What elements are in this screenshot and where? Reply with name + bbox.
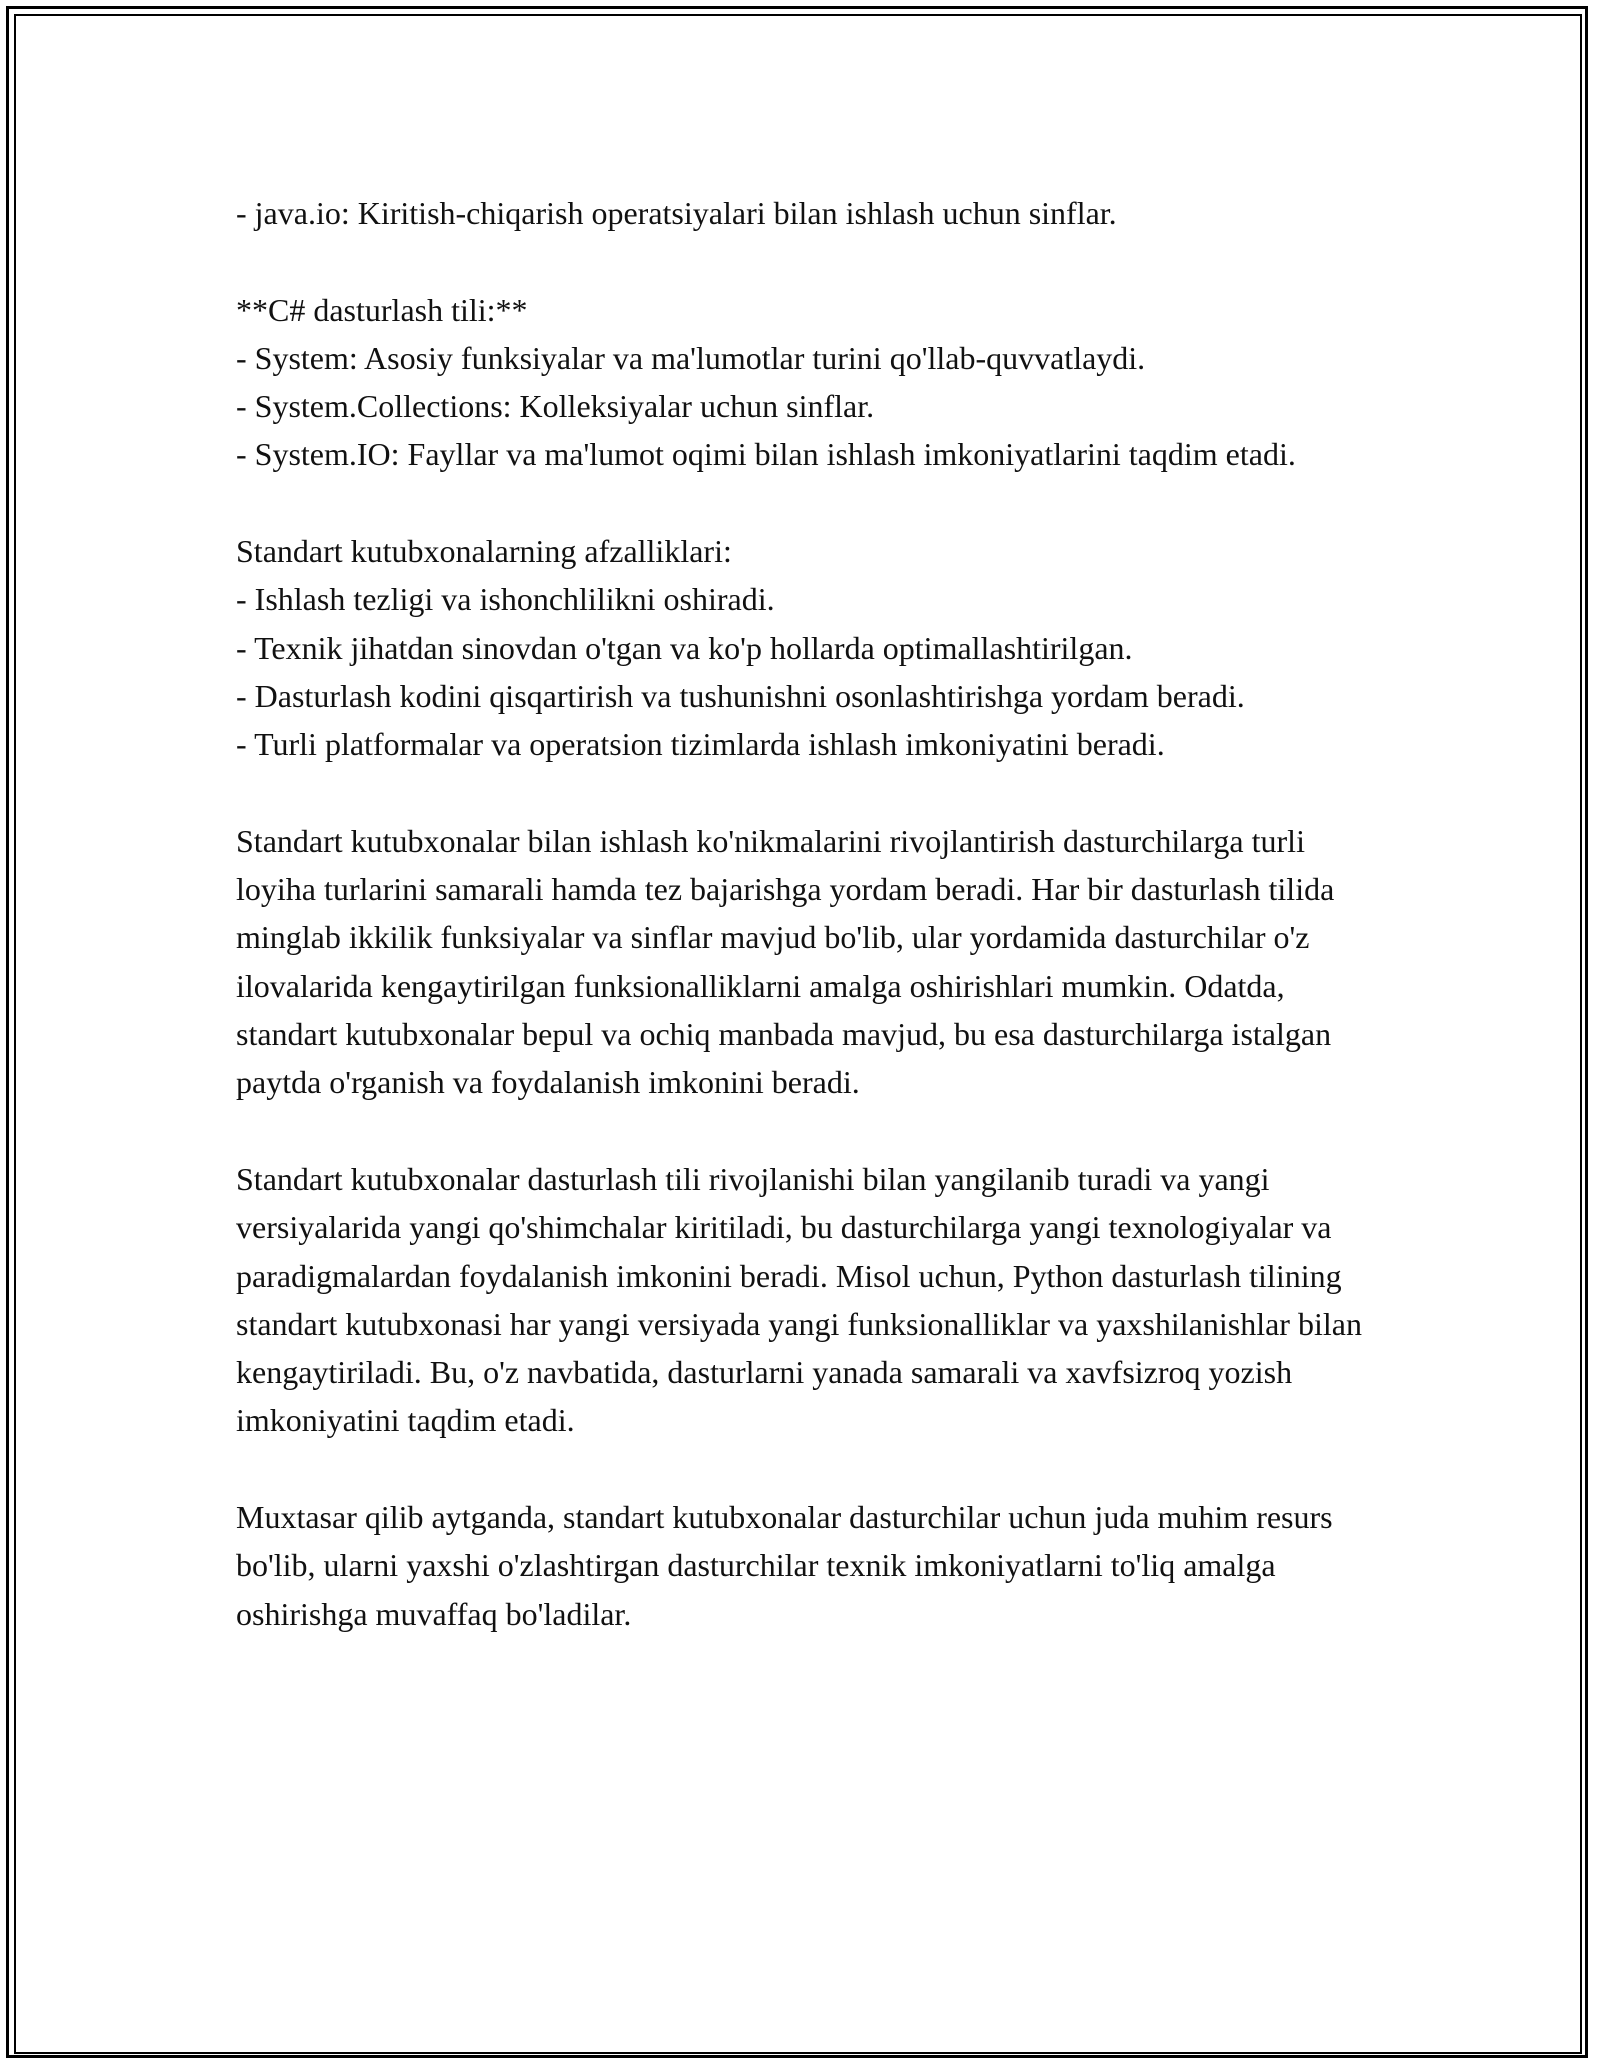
list-item: - Texnik jihatdan sinovdan o'tgan va ko'p hollarda optimallashtirilgan. (236, 629, 1133, 666)
advantages-heading: Standart kutubxonalarning afzalliklari: (236, 533, 732, 570)
paragraph-skills: Standart kutubxonalar bilan ishlash ko'nikmalarini rivojlantirish dasturchilarga turli loyiha turlarini samarali hamda tez bajarishga yordam beradi. Har bir dasturlash tilida minglab ikkilik funksiyalar va sinflar mavjud bo'lib, ular yordamida dasturchilar o'z ilovalarida kengaytirilgan funksionalliklarni amalga oshirishlari mumkin. Odatda, standart kutubxonalar bepul va ochiq manbada mavjud, bu esa dasturchilarga istalgan paytda o'rganish va foydalanish imkonini beradi. (236, 822, 1335, 1101)
java-io-line: - java.io: Kiritish-chiqarish operatsiyalari bilan ishlash uchun sinflar. (236, 195, 1117, 231)
csharp-list (236, 334, 1376, 479)
paragraph-updates: Standart kutubxonalar dasturlash tili rivojlanishi bilan yangilanib turadi va yangi versiyalarida yangi qo'shimchalar kiritiladi, bu dasturchilarga yangi texnologiyalar va paradigmalardan foydalanish imkonini beradi. Misol uchun, Python dasturlash tilining standart kutubxonasi har yangi versiyada yangi funksionalliklar va yaxshilanishlar bilan kengaytiriladi. Bu, o'z navbatida, dasturlarni yanada samarali va xavfsizroq yozish imkoniyatini taqdim etadi. (236, 1160, 1362, 1439)
list-item: - System.IO: Fayllar va ma'lumot oqimi bilan ishlash imkoniyatlarini taqdim etadi. (236, 436, 1296, 473)
blank-line (236, 479, 1376, 527)
blank-line (236, 1445, 1376, 1493)
document-body (236, 189, 1376, 1638)
csharp-heading: **C# dasturlash tili:** (236, 291, 528, 328)
list-item: - Ishlash tezligi va ishonchlilikni oshiradi. (236, 581, 775, 618)
blank-line (236, 1107, 1376, 1155)
paragraph-summary: Muxtasar qilib aytganda, standart kutubxonalar dasturchilar uchun juda muhim resurs bo'lib, ularni yaxshi o'zlashtirgan dasturchilar texnik imkoniyatlarni to'liq amalga oshirishga muvaffaq bo'ladilar. (236, 1499, 1333, 1632)
advantages-list (236, 575, 1376, 768)
blank-line (236, 769, 1376, 817)
list-item: - System: Asosiy funksiyalar va ma'lumotlar turini qo'llab-quvvatlaydi. (236, 339, 1146, 376)
list-item: - System.Collections: Kolleksiyalar uchun sinflar. (236, 388, 875, 425)
blank-line (236, 237, 1376, 285)
list-item: - Dasturlash kodini qisqartirish va tushunishni osonlashtirishga yordam beradi. (236, 677, 1245, 714)
list-item: - Turli platformalar va operatsion tizimlarda ishlash imkoniyatini beradi. (236, 726, 1165, 763)
